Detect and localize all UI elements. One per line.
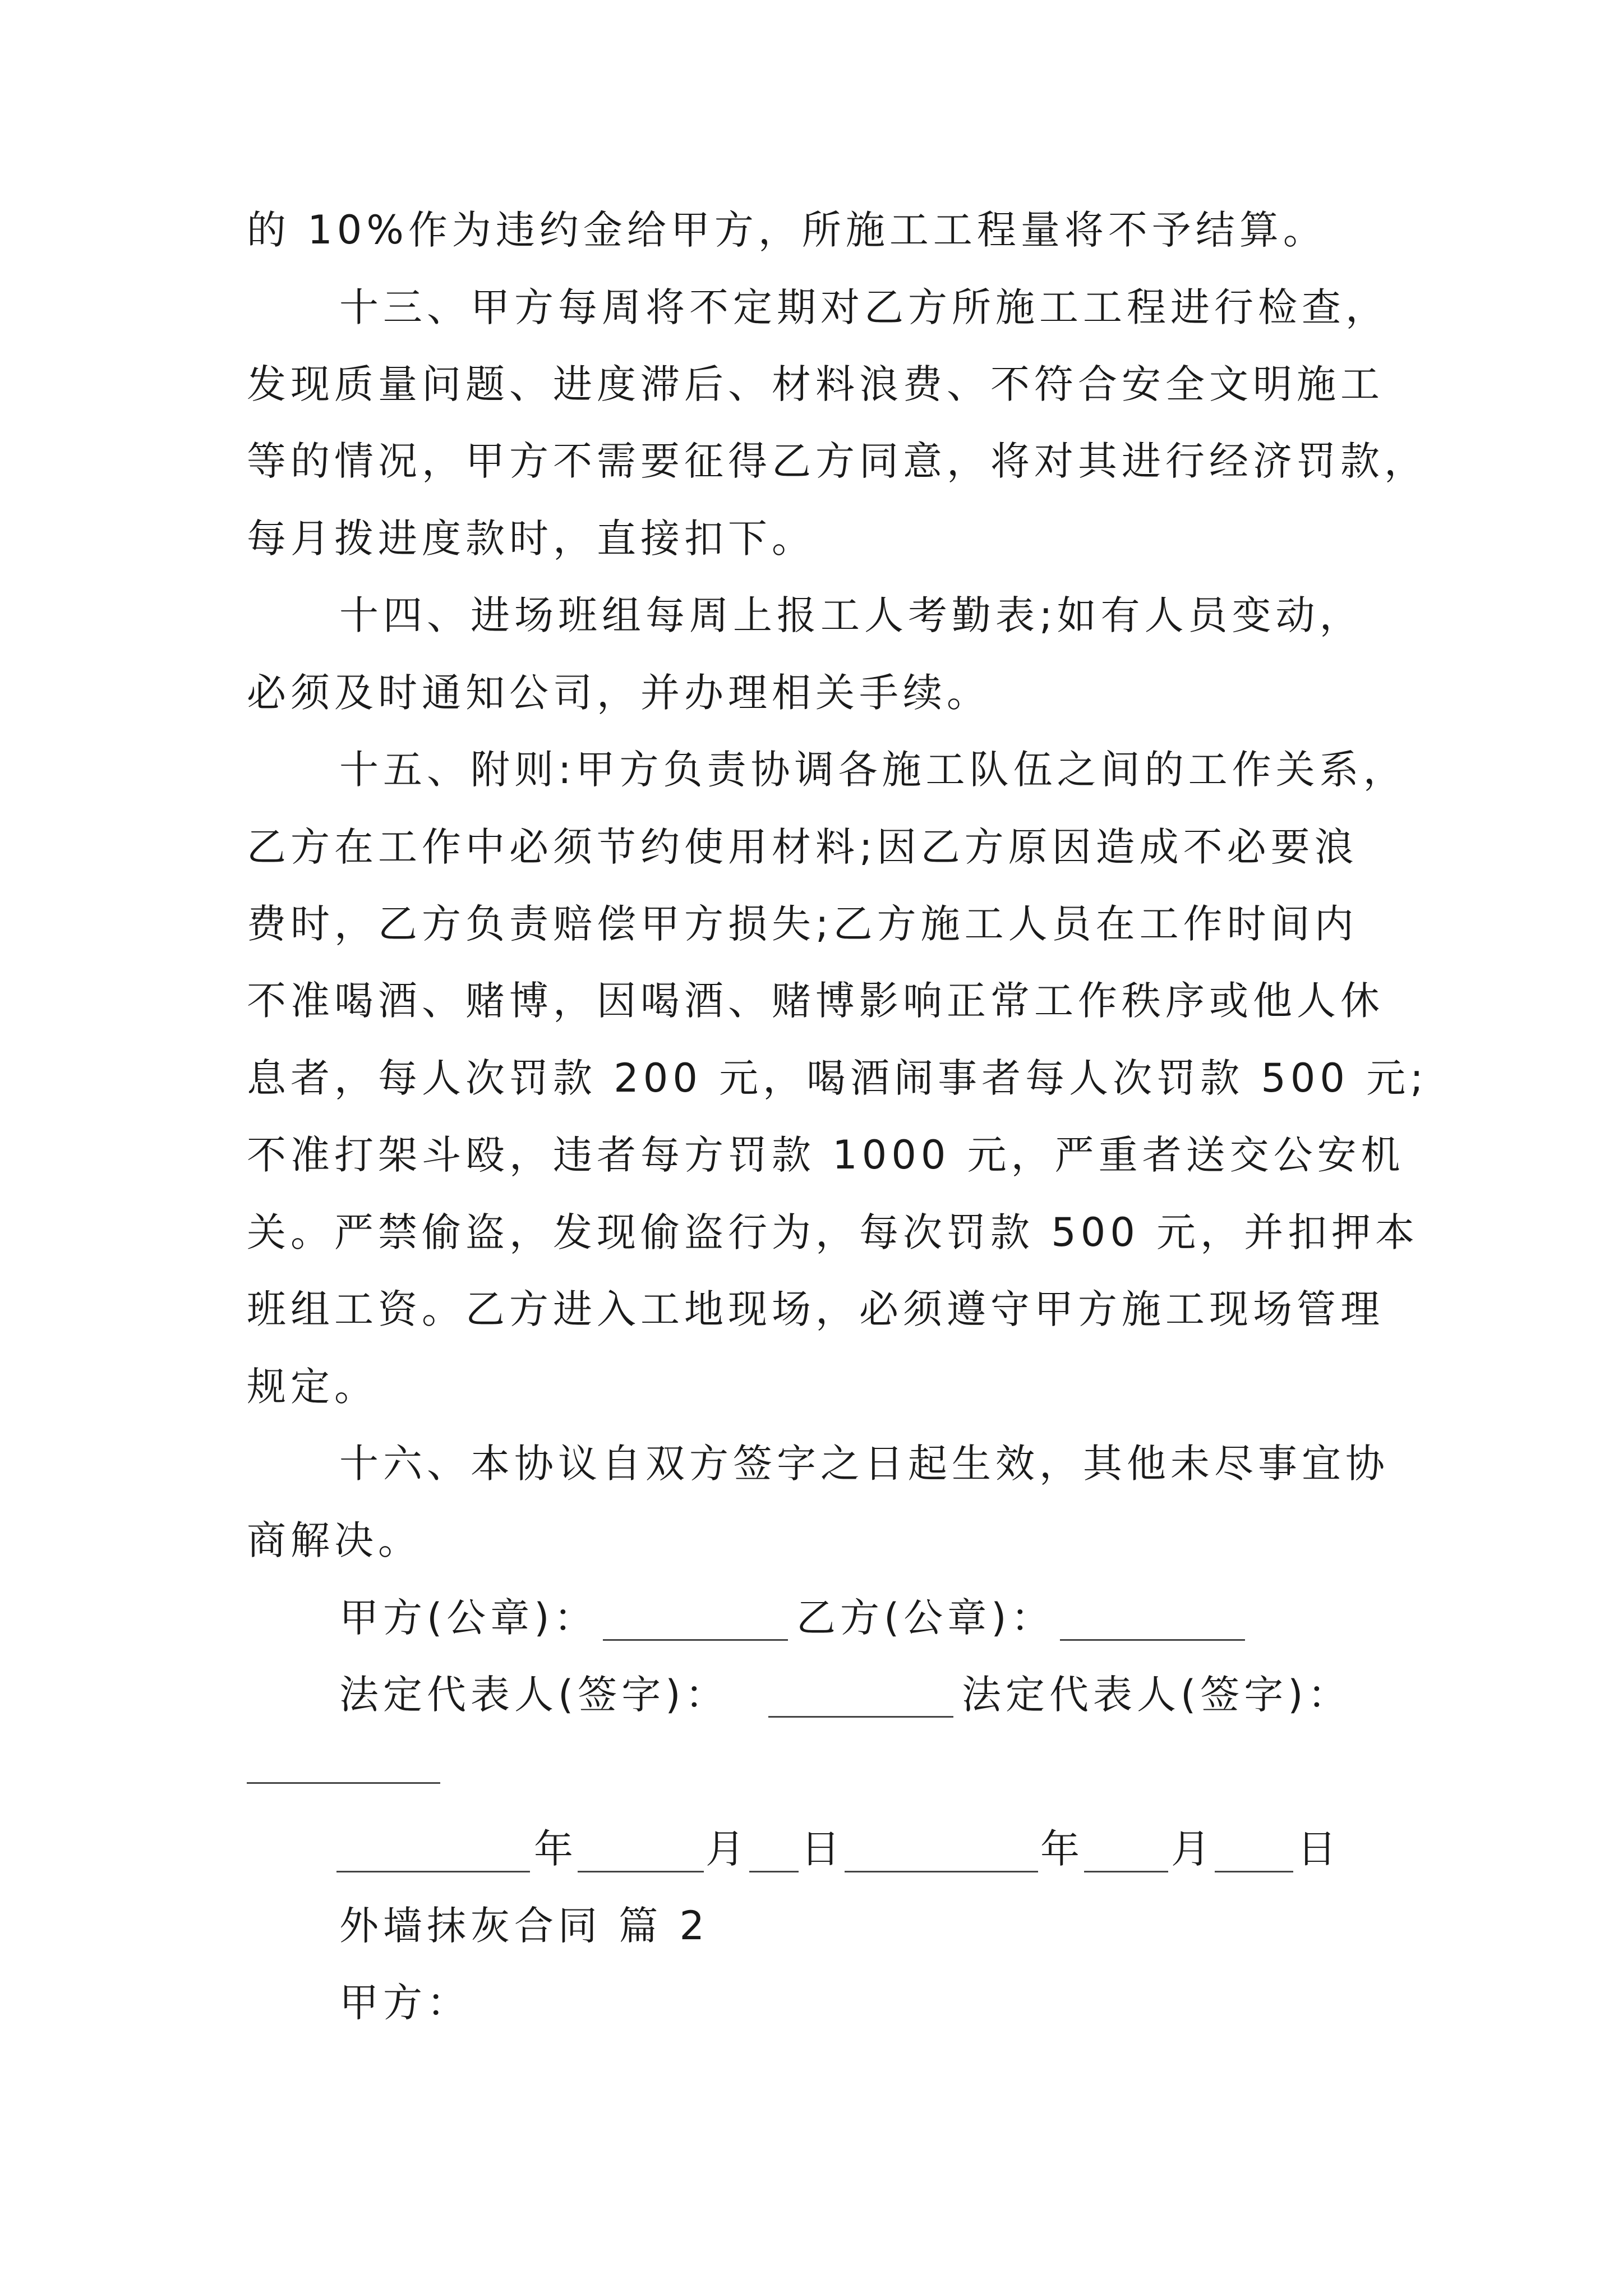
rep-a-label: 法定代表人(签字)： [339, 1672, 729, 1718]
paragraph-line: 班组工资。乙方进入工地现场，必须遵守甲方施工现场管理 [247, 1286, 1384, 1332]
party-a-seal-blank [603, 1639, 788, 1641]
paragraph-line: 必须及时通知公司，并办理相关手续。 [247, 670, 990, 716]
paragraph-line: 十五、附则:甲方负责协调各施工队伍之间的工作关系， [339, 747, 1407, 793]
date-a-month-blank [578, 1871, 704, 1872]
date-a-day-blank [749, 1871, 799, 1872]
paragraph-line: 息者，每人次罚款 200 元，喝酒闹事者每人次罚款 500 元; [247, 1055, 1428, 1101]
party-b-seal-label: 乙方(公章)： [796, 1595, 1055, 1641]
date-b-day-blank [1215, 1871, 1293, 1872]
party-a-seal-label: 甲方(公章)： [339, 1595, 598, 1641]
next-party-a-label: 甲方： [339, 1980, 471, 2026]
date-a-day: 日 [801, 1826, 845, 1872]
date-a-blank [336, 1871, 530, 1872]
paragraph-line: 不准打架斗殴，违者每方罚款 1000 元，严重者送交公安机 [247, 1132, 1405, 1178]
paragraph-line: 乙方在工作中必须节约使用材料;因乙方原因造成不必要浪 [247, 824, 1358, 870]
date-b-month: 月 [1171, 1826, 1215, 1872]
party-b-seal-blank [1060, 1639, 1245, 1641]
date-a-month: 月 [706, 1826, 749, 1872]
date-a-year: 年 [534, 1826, 578, 1872]
paragraph-line: 费时，乙方负责赔偿甲方损失;乙方施工人员在工作时间内 [247, 901, 1358, 947]
date-b-year: 年 [1040, 1826, 1084, 1872]
date-b-day: 日 [1297, 1826, 1341, 1872]
paragraph-line: 发现质量问题、进度滞后、材料浪费、不符合安全文明施工 [247, 361, 1384, 407]
paragraph-line: 的 10%作为违约金给甲方，所施工工程量将不予结算。 [247, 207, 1327, 253]
rep-b-label: 法定代表人(签字)： [962, 1672, 1352, 1718]
paragraph-line: 十三、甲方每周将不定期对乙方所施工工程进行检查， [339, 284, 1389, 330]
paragraph-line: 规定。 [247, 1364, 378, 1410]
rep-a-blank [768, 1716, 953, 1718]
paragraph-line: 十四、进场班组每周上报工人考勤表;如有人员变动， [339, 592, 1363, 638]
paragraph-line: 不准喝酒、赌博，因喝酒、赌博影响正常工作秩序或他人休 [247, 978, 1384, 1024]
date-b-blank [845, 1871, 1038, 1872]
date-b-month-blank [1084, 1871, 1168, 1872]
paragraph-line: 等的情况，甲方不需要征得乙方同意，将对其进行经济罚款， [247, 438, 1428, 484]
paragraph-line: 商解决。 [247, 1517, 422, 1563]
rep-b-blank [247, 1782, 440, 1784]
paragraph-line: 十六、本协议自双方签字之日起生效，其他未尽事宜协 [339, 1441, 1389, 1487]
paragraph-line: 每月拨进度款时，直接扣下。 [247, 516, 815, 562]
next-contract-title: 外墙抹灰合同 篇 2 [339, 1903, 709, 1949]
paragraph-line: 关。严禁偷盗，发现偷盗行为，每次罚款 500 元，并扣押本 [247, 1209, 1419, 1255]
